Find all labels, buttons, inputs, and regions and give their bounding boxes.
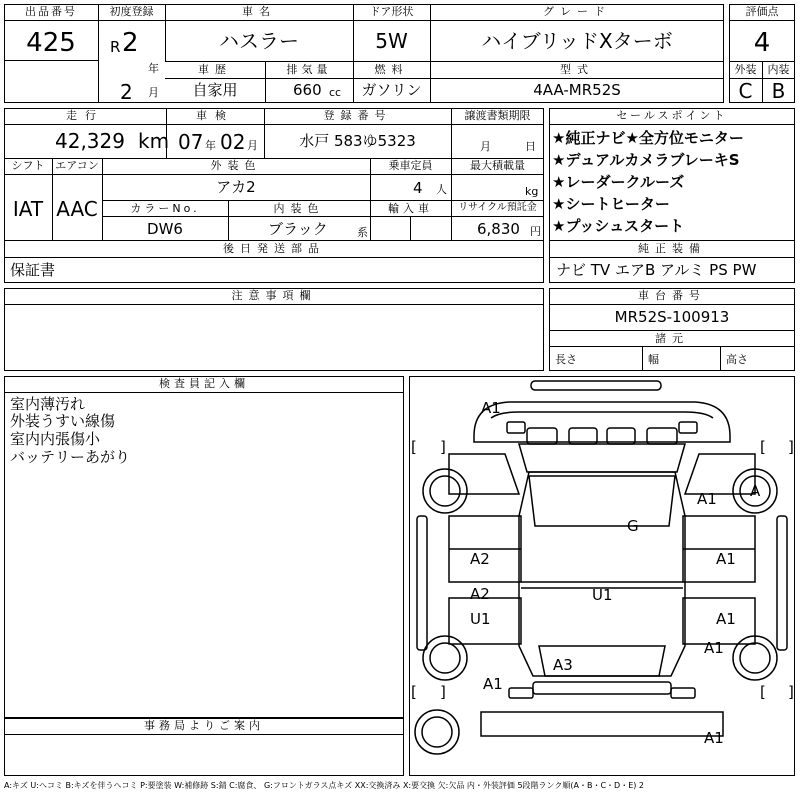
later-parts-value: 保証書 [10,261,56,279]
plate-number-label: 登録番号 [323,109,392,122]
aircon-value: AAC [56,197,98,221]
car-body-diagram [409,376,795,776]
width-label: 幅 [648,353,659,366]
interior-color-label: 内装色 [273,202,325,215]
office-notice-label: 事務局よりご案内 [144,719,264,732]
inspection-label: 車検 [196,109,234,122]
sales-point-item: ★純正ナビ★全方位モニター [552,129,744,147]
recycle-fee-label: リサイクル預託金 [458,202,537,213]
interior-grade-value: B [771,79,786,103]
grade-value: ハイブリッドXターボ [481,29,673,53]
lot-number-label: 出品番号 [25,5,77,18]
registration-year: 2 [122,28,139,58]
damage-mark: A1 [704,729,724,747]
damage-mark: A1 [716,550,736,568]
inspection-year-unit: 年 [205,139,216,152]
inspector-notes-label: 検査員記入欄 [159,377,249,390]
damage-mark: A3 [553,656,573,674]
damage-mark: U1 [470,610,491,628]
exterior-color-label: 外装色 [210,159,262,172]
history-value: 自家用 [192,81,238,99]
interior-grade-label: 内装 [767,63,790,76]
inspector-note: 室内薄汚れ [10,395,86,413]
bracket-open-left-rear: [ [411,683,417,701]
color-number-value: DW6 [147,220,183,238]
sales-point-item: ★デュアルカメラブレーキS [552,151,740,169]
fuel-label: 燃料 [374,63,409,76]
car-name-label: 車名 [242,5,276,18]
damage-mark: A2 [470,585,490,603]
bracket-open-left: [ [411,438,417,456]
mileage-value: 42,329 [55,129,125,153]
model-value: 4AA-MR52S [533,81,621,99]
inspector-note: 外装うすい線傷 [10,412,116,430]
import-label: 輸入車 [388,202,433,215]
inspection-month: 02 [220,130,246,154]
grade-label: グレード [543,5,611,18]
transfer-deadline-label: 譲渡書類期限 [464,109,531,122]
exterior-grade-value: C [738,79,753,103]
capacity-value: 4 [413,179,423,197]
damage-mark: A2 [470,550,490,568]
bracket-close-right-rear: ] [788,683,794,701]
transfer-month-unit: 月 [480,140,491,153]
damage-mark: G [627,517,639,535]
sales-points-label: セールスポイント [616,109,728,122]
later-parts-label: 後日発送部品 [223,242,325,255]
equipment-label: 純正装備 [638,242,706,255]
equipment-value: ナビ TV エアB アルミ PS PW [556,261,757,279]
mileage-label: 走行 [66,109,104,122]
bracket-close-left: ] [440,438,446,456]
shift-value: IAT [12,197,44,221]
notes-label: 注意事項欄 [231,289,317,302]
transfer-day-unit: 日 [525,140,536,153]
sales-point-item: ★プッシュスタート [552,217,685,235]
bracket-close-left-rear: ] [440,683,446,701]
month-unit: 月 [148,86,159,99]
damage-mark: A1 [483,675,503,693]
damage-mark: A1 [716,610,736,628]
score-label: 評価点 [745,5,779,18]
damage-mark: A [750,482,761,500]
shift-label: シフト [11,159,45,172]
first-registration-label: 初度登録 [109,5,154,18]
header-label-rule [4,20,724,21]
fuel-value: ガソリン [361,81,422,99]
bracket-open-right: [ [760,438,766,456]
displacement-label: 排気量 [286,63,332,76]
inspection-year: 07 [178,130,204,154]
era-label: R [110,38,121,56]
exterior-color-value: アカ2 [216,178,256,196]
color-number-label: カラーNo. [130,202,200,215]
door-type-value: 5W [375,29,408,53]
interior-color-suffix: 系 [357,226,368,239]
bracket-close-right: ] [788,438,794,456]
max-load-label: 最大積載量 [470,159,525,172]
inspector-note: バッテリーあがり [10,448,131,466]
height-label: 高さ [726,353,748,366]
displacement-value: 660 [293,81,322,99]
car-name-value: ハスラー [219,29,299,53]
chassis-number-value: MR52S-100913 [614,308,730,326]
chassis-number-label: 車台番号 [638,289,706,302]
displacement-unit: cc [329,86,342,99]
recycle-fee-unit: 円 [530,225,541,238]
capacity-unit: 人 [436,183,447,196]
inspector-note: 室内内張傷小 [10,430,101,448]
legend-footer: A:キズ U:ヘコミ B:キズを伴うヘコミ P:要塗装 W:補修跡 S:錆 C:腐食、 G:フロントガラス点キズ XX:交換済み X:要交換 欠:欠品 内・外装評価 5段階ランク順(A・B・C・D・E) 2 [4,781,645,790]
lot-number-value: 425 [26,28,76,58]
year-unit: 年 [148,62,159,75]
plate-number-value: 水戸 583ゆ5323 [299,132,416,150]
interior-color-value: ブラック [268,220,328,238]
damage-mark: U1 [592,586,613,604]
dimensions-label: 諸元 [655,332,689,345]
bracket-open-right-rear: [ [760,683,766,701]
aircon-label: エアコン [55,159,99,172]
inspection-month-unit: 月 [247,139,258,152]
damage-mark: A1 [704,639,724,657]
score-value: 4 [753,28,771,58]
sales-point-item: ★シートヒーター [552,195,670,213]
damage-mark: A1 [697,490,717,508]
length-label: 長さ [555,353,577,366]
registration-month: 2 [120,80,133,104]
recycle-fee-value: 6,830 [477,220,520,238]
sales-point-item: ★レーダークルーズ [552,173,685,191]
capacity-label: 乗車定員 [388,159,433,172]
door-type-label: ドア形状 [369,5,414,18]
mileage-unit: km [138,129,170,153]
model-label: 型式 [560,63,594,76]
max-load-unit: kg [525,185,539,198]
exterior-grade-label: 外装 [734,63,757,76]
history-label: 車歴 [198,63,232,76]
damage-mark: A1 [481,399,501,417]
